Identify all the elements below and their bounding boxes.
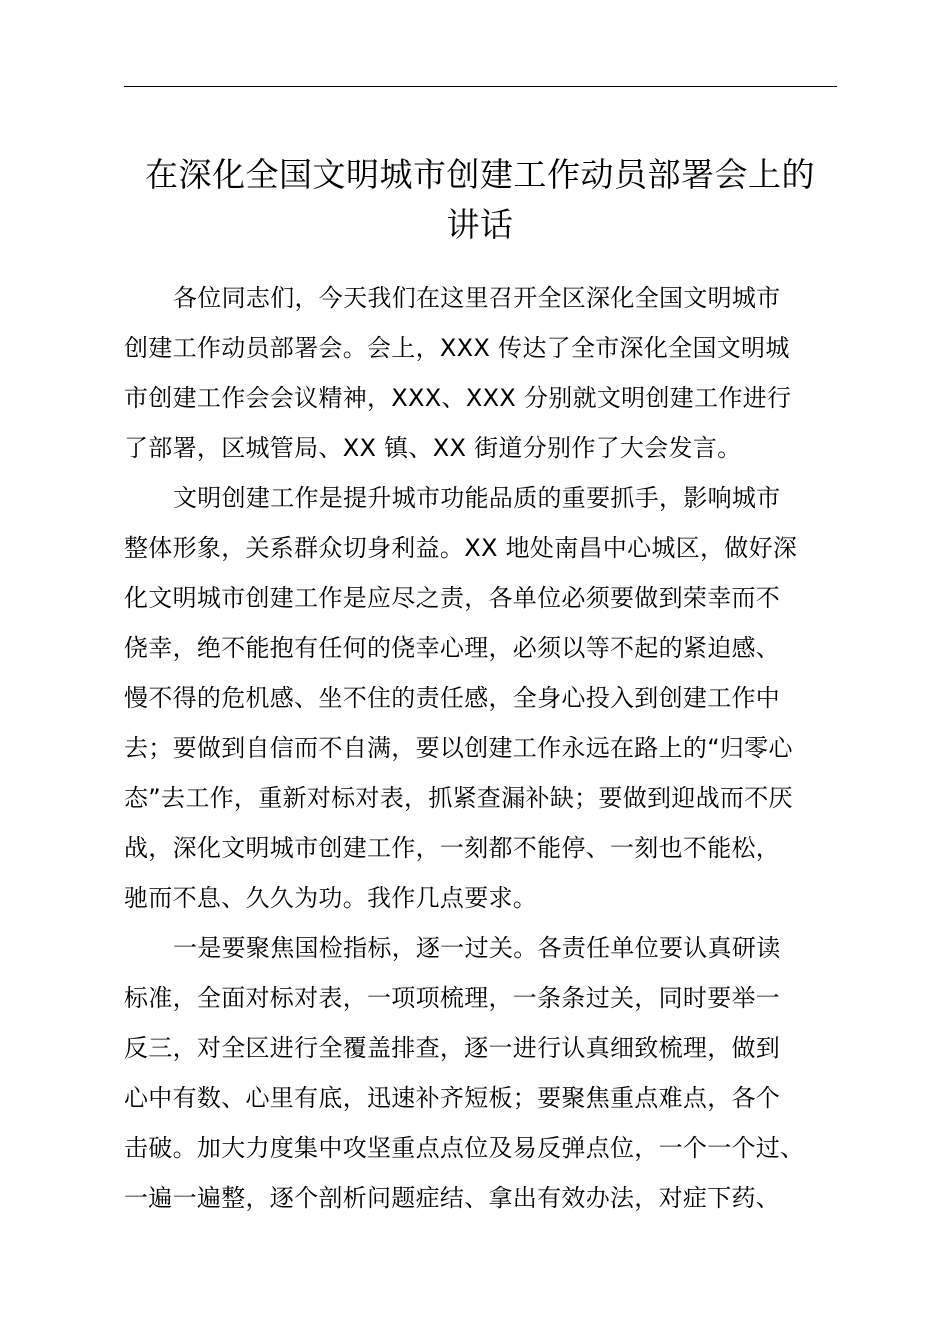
paragraph-2 <box>124 481 837 931</box>
text-line: 标准，全面对标对表，一项项梳理，一条条过关，同时要举一 <box>124 984 781 1012</box>
paragraph-1 <box>124 281 837 481</box>
text-line: 化文明城市创建工作是应尽之责，各单位必须要做到荣幸而不 <box>124 584 781 612</box>
document-body <box>124 281 837 1231</box>
text-line: 文明创建工作是提升城市功能品质的重要抓手，影响城市 <box>173 484 781 512</box>
paragraph-3 <box>124 931 837 1231</box>
text-line: 击破。加大力度集中攻坚重点点位及易反弹点位，一个一个过、 <box>124 1134 805 1162</box>
text-line: 市创建工作会会议精神，XXX、XXX 分别就文明创建工作进行 <box>124 384 792 412</box>
text-line: 了部署，区城管局、XX 镇、XX 街道分别作了大会发言。 <box>124 434 742 462</box>
text-line: 创建工作动员部署会。会上，XXX 传达了全市深化全国文明城 <box>124 334 790 362</box>
header-rule <box>124 86 837 87</box>
text-line: 一是要聚焦国检指标，逐一过关。各责任单位要认真研读 <box>173 934 781 962</box>
text-line: 一遍一遍整，逐个剖析问题症结、拿出有效办法，对症下药、 <box>124 1184 781 1212</box>
text-line: 慢不得的危机感、坐不住的责任感，全身心投入到创建工作中 <box>124 684 781 712</box>
text-line: 态”去工作，重新对标对表，抓紧查漏补缺；要做到迎战而不厌 <box>124 784 793 812</box>
text-line: 驰而不息、久久为功。我作几点要求。 <box>124 884 538 912</box>
text-line: 心中有数、心里有底，迅速补齐短板；要聚焦重点难点，各个 <box>124 1084 781 1112</box>
text-line: 整体形象，关系群众切身利益。XX 地处南昌中心城区，做好深 <box>124 534 798 562</box>
text-line: 反三，对全区进行全覆盖排查，逐一进行认真细致梳理，做到 <box>124 1034 781 1062</box>
text-line: 各位同志们，今天我们在这里召开全区深化全国文明城市 <box>173 284 781 312</box>
document-title <box>100 150 860 250</box>
text-line: 去；要做到自信而不自满，要以创建工作永远在路上的“归零心 <box>124 734 793 762</box>
text-line: 战，深化文明城市创建工作，一刻都不能停、一刻也不能松， <box>124 834 781 862</box>
title-line-2: 讲话 <box>446 205 514 244</box>
title-line-1: 在深化全国文明城市创建工作动员部署会上的 <box>145 155 815 194</box>
text-line: 侥幸，绝不能抱有任何的侥幸心理，必须以等不起的紧迫感、 <box>124 634 781 662</box>
